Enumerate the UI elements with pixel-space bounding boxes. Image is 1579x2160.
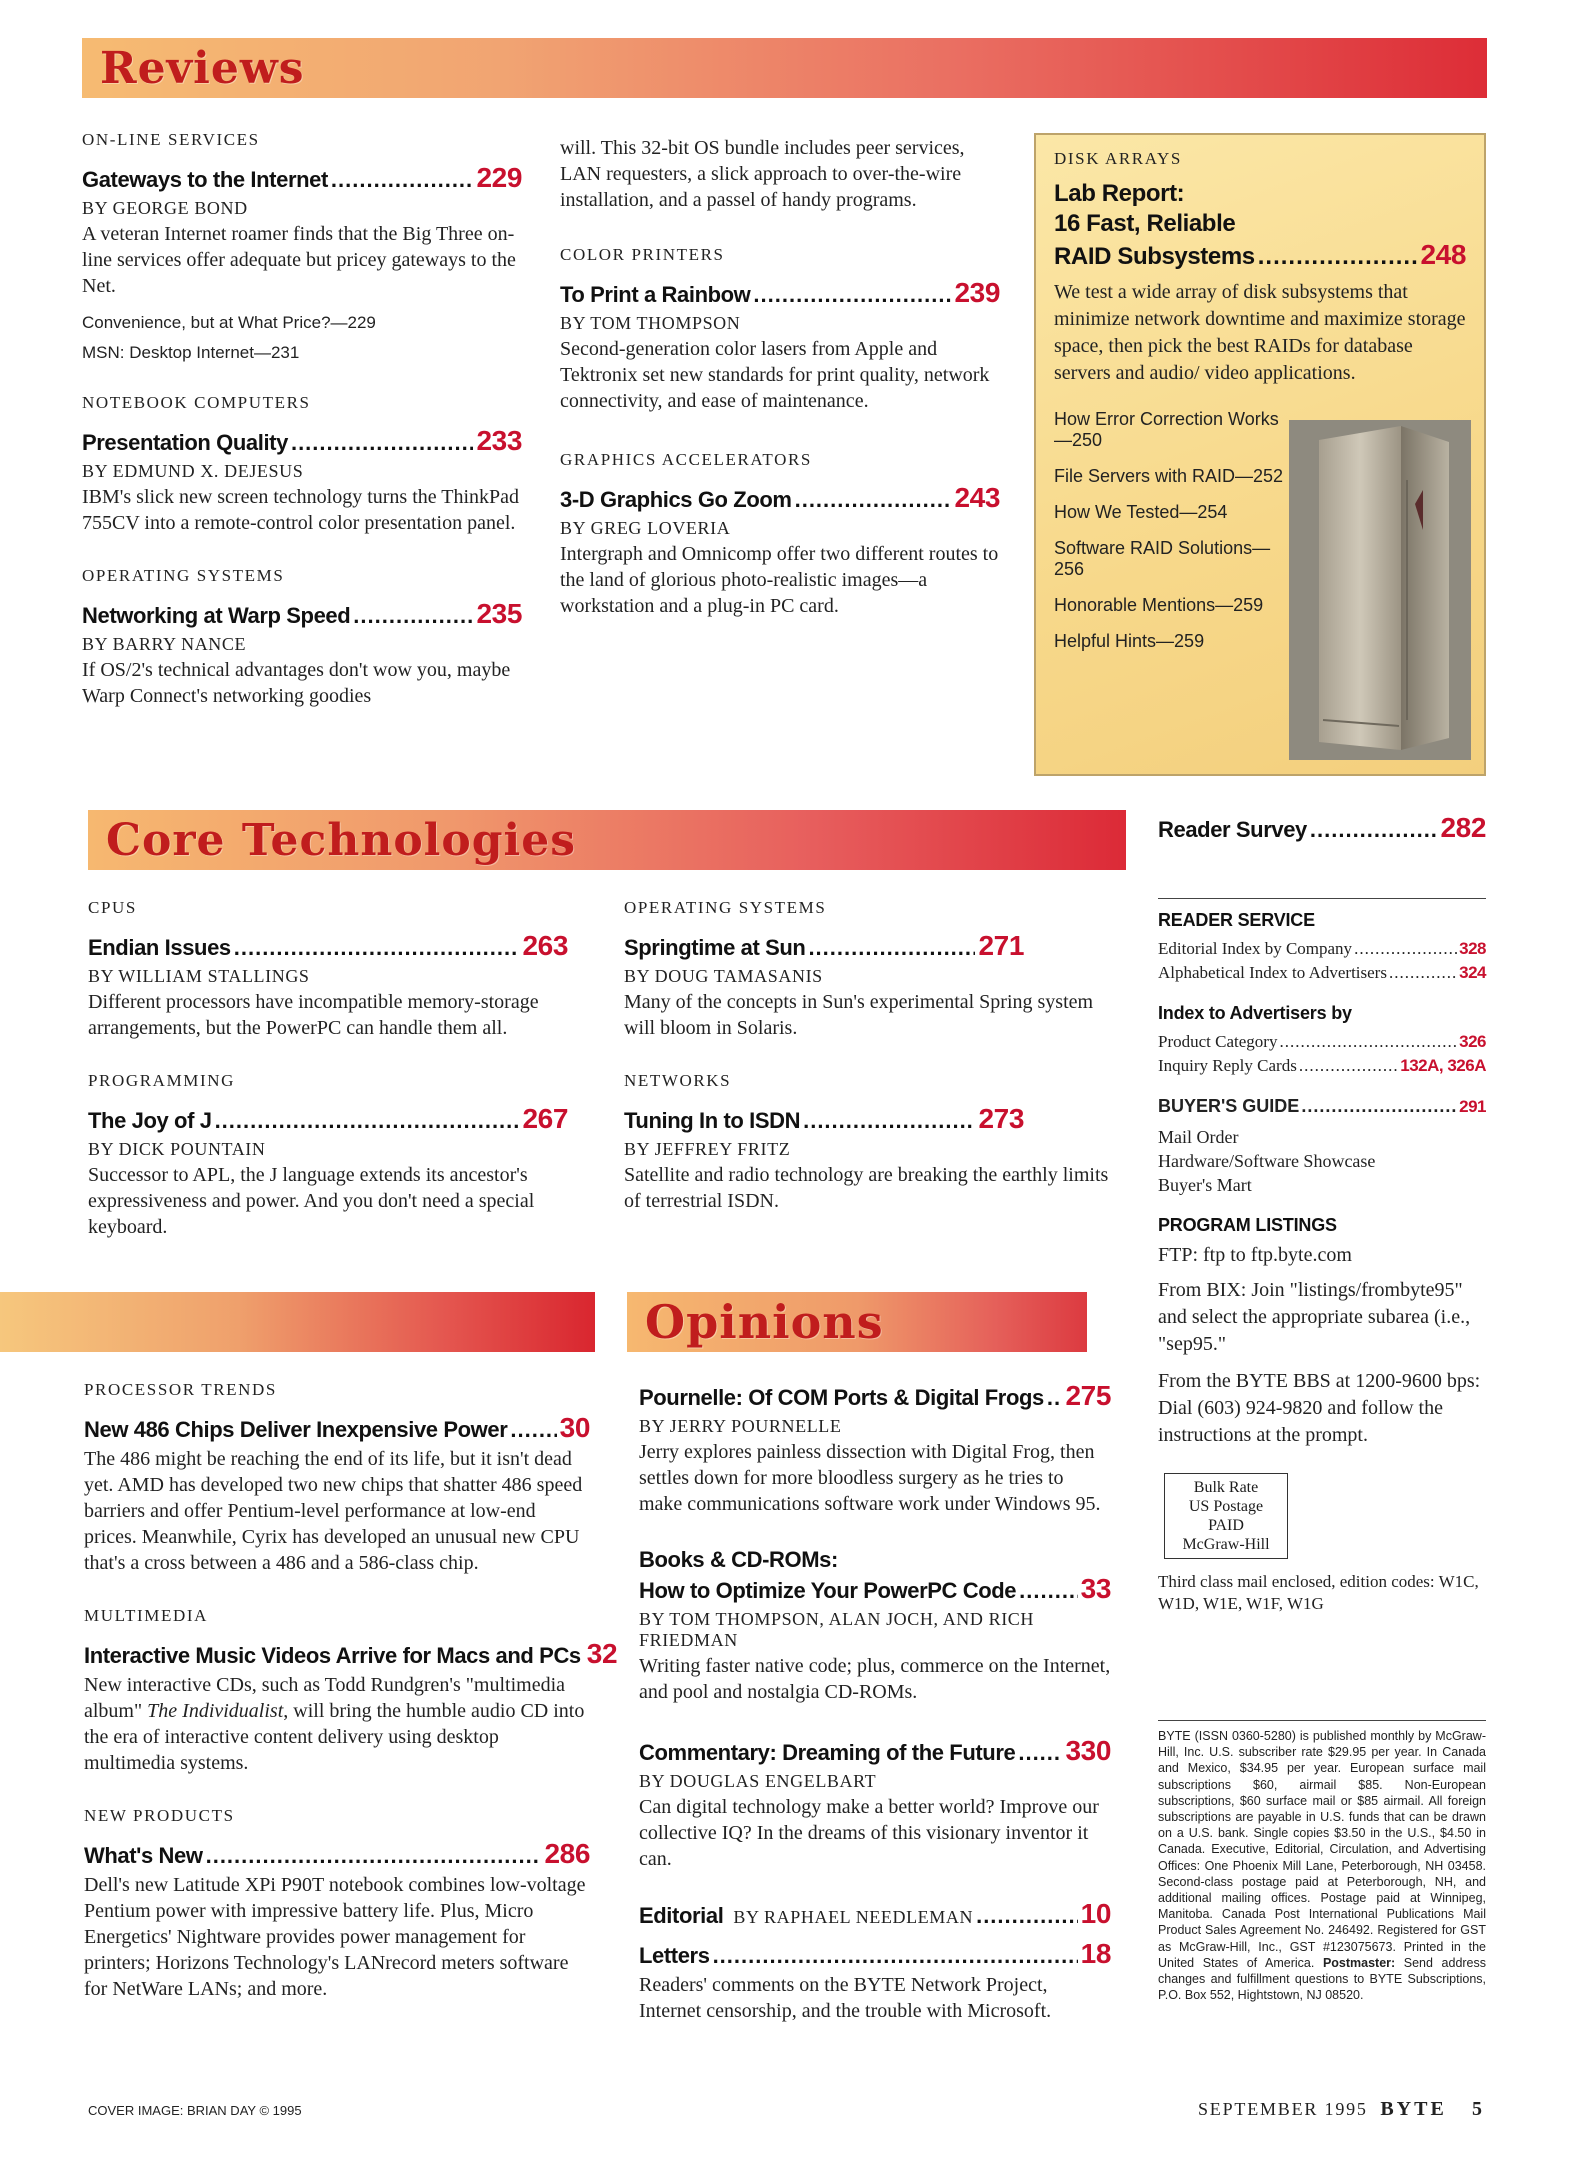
feature-title-line: Lab Report:	[1054, 180, 1185, 207]
sidebar-link[interactable]: Helpful Hints—259	[1054, 631, 1205, 651]
article-pournelle	[639, 1380, 1111, 1517]
byline: BY DOUG TAMASANIS	[624, 966, 823, 986]
article-description: If OS/2's technical advantages don't wow you, maybe Warp Connect's networking goodies	[82, 659, 511, 707]
article-title-link[interactable]: Interactive Music Videos Arrive for Macs and PCs 32	[84, 1638, 618, 1669]
article-graphics-zoom	[560, 450, 1000, 619]
index-link[interactable]: Editorial Index by Company ..... 328	[1158, 937, 1486, 961]
buyers-guide-item: Hardware/Software Showcase	[1158, 1151, 1376, 1171]
letters-link[interactable]: Letters ..... 18	[639, 1938, 1111, 1970]
page-number: 18	[1080, 1938, 1111, 1969]
article-title-link[interactable]: The Joy of J ..... 267	[88, 1103, 568, 1135]
article-warp-speed	[82, 566, 522, 709]
article-description: Can digital technology make a better world? Improve our collective IQ? In the dreams of this visionary inventor it can.	[639, 1796, 1099, 1870]
page-number: 282	[1440, 812, 1486, 843]
index-link[interactable]: Alphabetical Index to Advertisers ..... 324	[1158, 961, 1486, 985]
reader-service-section	[1158, 910, 1486, 1615]
article-description: Readers' comments on the BYTE Network Project, Internet censorship, and the trouble with Microsoft.	[639, 1974, 1052, 2022]
page-number: 243	[954, 482, 1000, 513]
article-description: IBM's slick new screen technology turns the ThinkPad 755CV into a remote-control color presentation panel.	[82, 486, 520, 534]
album-title: The Individualist	[147, 1700, 284, 1722]
page-number: 239	[954, 277, 1000, 308]
section-heading: Index to Advertisers by	[1158, 1003, 1352, 1023]
reviews-heading: Reviews	[100, 42, 305, 94]
category-label: ON-LINE SERVICES	[82, 130, 260, 149]
reviews-column-2	[560, 133, 1000, 649]
page-number: 330	[1065, 1735, 1111, 1766]
ftp-instructions: FTP: ftp to ftp.byte.com	[1158, 1244, 1352, 1266]
article-books-cdroms	[639, 1547, 1111, 1705]
page-number: 5	[1472, 2098, 1485, 2120]
publication-notice: BYTE (ISSN 0360-5280) is published monthly by McGraw-Hill, Inc. U.S. subscriber rate $29.95 per year. In Canada and Mexico, $34.95 per year. European surface mail subscriptions $60, airmail $85. Non-European subscriptions, $60 surface mail or $85 airmail. All foreign subscriptions are payable in U.S. funds that can be drawn on a U.S. bank. Single copies $3.50 in the U.S., $4.50 in Canada. Executive, Editorial, Circulation, and Advertising Offices: One Phoenix Mill Lane, Peterborough, NH 03458. Second-class postage paid at Peterborough, NH, and additional mailing offices. Postage paid at Winnipeg, Manitoba. Canada Post International Publications Mail Product Sales Agreement No. 246492. Registered for GST as McGraw-Hill, Inc., GST #123075673. Printed in the United States of America. Postmaster: Send address changes and fulfillment questions to BYTE Subscriptions, P.O. Box 552, Hightstown, NJ 08520.	[1158, 1729, 1487, 2003]
page-number: 33	[1080, 1573, 1111, 1604]
article-title-link[interactable]: Commentary: Dreaming of the Future ..... 330	[639, 1735, 1111, 1767]
article-springtime-sun	[624, 898, 1124, 1041]
sidebar-link[interactable]: How Error Correction Works—250	[1054, 409, 1279, 450]
article-joy-of-j	[88, 1071, 568, 1240]
sidebar-link[interactable]: File Servers with RAID—252	[1054, 466, 1284, 486]
byline: BY BARRY NANCE	[82, 634, 247, 654]
sidebar-link[interactable]: MSN: Desktop Internet—231	[82, 343, 300, 362]
byline: BY WILLIAM STALLINGS	[88, 966, 310, 986]
article-description-continued: will. This 32-bit OS bundle includes peer services, LAN requesters, a slick approach to over-the-wire installation, and a passel of handy programs.	[560, 137, 965, 211]
bix-instructions: From BIX: Join "listings/frombyte95" and select the appropriate subarea (i.e., "sep95."	[1158, 1279, 1471, 1355]
byline: BY GREG LOVERIA	[560, 518, 731, 538]
brand-name: BYTE	[1380, 2098, 1447, 2120]
article-description: Different processors have incompatible memory-storage arrangements, but the PowerPC can handle them all.	[88, 991, 539, 1039]
category-label: NOTEBOOK COMPUTERS	[82, 393, 311, 412]
article-description: Successor to APL, the J language extends its ancestor's expressiveness and power. And you don't need a special keyboard.	[88, 1164, 535, 1238]
category-label: OPERATING SYSTEMS	[82, 566, 285, 585]
opinions-banner	[627, 1292, 1087, 1352]
page-number: 271	[978, 930, 1024, 961]
article-description: A veteran Internet roamer finds that the Big Three on-line services offer adequate but pricey gateways to the Net.	[82, 223, 516, 297]
category-label: MULTIMEDIA	[84, 1606, 208, 1625]
article-title-link[interactable]: Endian Issues ..... 263	[88, 930, 568, 962]
reviews-banner	[82, 38, 1487, 98]
section-heading: READER SERVICE	[1158, 910, 1315, 930]
core-column-1	[88, 898, 568, 1270]
article-commentary	[639, 1735, 1111, 1872]
section-heading: PROGRAM LISTINGS	[1158, 1215, 1337, 1235]
byline: BY EDMUND X. DEJESUS	[82, 461, 304, 481]
publication-fine-print	[1158, 1728, 1486, 2003]
article-description: Jerry explores painless dissection with Digital Frog, then settles down for more bloodless surgery as he tries to make communications software work under Windows 95.	[639, 1441, 1101, 1515]
buyers-guide-item: Mail Order	[1158, 1127, 1239, 1147]
article-description: The 486 might be reaching the end of its life, but it isn't dead yet. AMD has developed two new chips that shatter 486 speed barriers and offer Pentium-level performance at low-end prices. Meanwhile, Cyrix has developed an unusual new CPU that's a cross between a 486 and a 586-class chip.	[84, 1448, 583, 1574]
core-column-2	[624, 898, 1124, 1244]
article-description: Satellite and radio technology are breaking the earthly limits of terrestrial ISDN.	[624, 1164, 1109, 1212]
article-title-link[interactable]: Springtime at Sun ..... 271	[624, 930, 1024, 962]
page-number: 10	[1080, 1898, 1111, 1929]
article-music-videos	[84, 1606, 618, 1776]
page-footer	[1198, 2098, 1485, 2121]
index-link[interactable]: Product Category ..... 326	[1158, 1030, 1486, 1054]
page-number: 328	[1459, 939, 1486, 958]
sidebar-list	[1054, 409, 1284, 652]
opinions-column	[639, 1380, 1111, 2024]
article-title-link[interactable]: New 486 Chips Deliver Inexpensive Power ..... 30	[84, 1412, 590, 1444]
article-title-link[interactable]: How to Optimize Your PowerPC Code ..... 33	[639, 1573, 1111, 1605]
page-number: 326	[1459, 1032, 1486, 1051]
page-number: 286	[544, 1838, 590, 1869]
article-title-link[interactable]: 3-D Graphics Go Zoom ..... 243	[560, 482, 1000, 514]
sidebar-link[interactable]: Honorable Mentions—259	[1054, 595, 1264, 615]
article-title-link[interactable]: Gateways to the Internet ..... 229	[82, 162, 522, 194]
article-gateways	[82, 130, 522, 363]
page-number: 30	[559, 1412, 590, 1443]
article-description: New interactive CDs, such as Todd Rundgren's "multimedia album" The Individualist, will bring the humble audio CD into the era of interactive content delivery using desktop multimedia systems.	[84, 1674, 585, 1774]
article-presentation-quality	[82, 393, 522, 536]
raid-cabinet-image	[1289, 420, 1471, 760]
article-description: Intergraph and Omnicomp offer two different routes to the land of glorious photo-realistic images—a workstation and a plug-in PC card.	[560, 543, 999, 617]
category-label: GRAPHICS ACCELERATORS	[560, 450, 812, 469]
byline: BY JERRY POURNELLE	[639, 1416, 842, 1436]
news-banner	[0, 1292, 595, 1352]
page-number: 273	[978, 1103, 1024, 1134]
buyers-guide-link[interactable]: BUYER'S GUIDE ..... 291	[1158, 1094, 1486, 1119]
category-label: CPUS	[88, 898, 137, 917]
news-column	[84, 1380, 618, 2032]
category-label: PROCESSOR TRENDS	[84, 1380, 277, 1399]
page-number: 263	[522, 930, 568, 961]
article-description: Many of the concepts in Sun's experimental Spring system will bloom in Solaris.	[624, 991, 1094, 1039]
article-title-link[interactable]: RAID Subsystems ..... 248	[1054, 239, 1466, 271]
byline: BY DOUGLAS ENGELBART	[639, 1771, 877, 1791]
article-whats-new	[84, 1806, 590, 2002]
sidebar-link[interactable]: How We Tested—254	[1054, 502, 1228, 522]
sidebar-link[interactable]: Convenience, but at What Price?—229	[82, 313, 376, 332]
article-description: Dell's new Latitude XPi P90T notebook combines low-voltage Pentium power with impressive battery life. Plus, Micro Energetics' Nightware provides power management for printers; Horizons Technology's LANrecord meters software for NetWare LANs; and more.	[84, 1874, 586, 2000]
opinions-heading: Opinions	[645, 1295, 884, 1349]
byline: BY TOM THOMPSON, ALAN JOCH, AND RICH FRIEDMAN	[639, 1609, 1034, 1650]
divider	[1158, 898, 1486, 899]
article-description: We test a wide array of disk subsystems that minimize network downtime and maximize storage space, then pick the best RAIDs for database servers and audio/ video applications.	[1054, 281, 1466, 384]
article-title-link[interactable]: What's New ..... 286	[84, 1838, 590, 1870]
bbs-instructions: From the BYTE BBS at 1200-9600 bps: Dial (603) 924-9820 and follow the instructions at the prompt.	[1158, 1370, 1481, 1446]
article-endian-issues	[88, 898, 568, 1041]
feature-title-line: 16 Fast, Reliable	[1054, 210, 1236, 237]
reviews-column-1	[82, 130, 522, 739]
page-number: 275	[1065, 1380, 1111, 1411]
category-label: NEW PRODUCTS	[84, 1806, 235, 1825]
byline: BY RAPHAEL NEEDLEMAN	[733, 1907, 974, 1927]
postage-stamp: Bulk Rate US Postage PAID McGraw-Hill	[1164, 1473, 1288, 1559]
category-label: OPERATING SYSTEMS	[624, 898, 827, 917]
page-number: 233	[476, 425, 522, 456]
category-label: COLOR PRINTERS	[560, 245, 725, 264]
byline: BY GEORGE BOND	[82, 198, 248, 218]
page-number: 132A, 326A	[1400, 1056, 1486, 1075]
cover-credit: COVER IMAGE: BRIAN DAY © 1995	[88, 2103, 302, 2118]
page-number: 267	[522, 1103, 568, 1134]
byline: BY JEFFREY FRITZ	[624, 1139, 791, 1159]
category-label: PROGRAMMING	[88, 1071, 236, 1090]
disk-arrays-feature-box	[1034, 133, 1486, 776]
page-number: 229	[476, 162, 522, 193]
editorial-link[interactable]: Editorial BY RAPHAEL NEEDLEMAN ..... 10	[639, 1898, 1111, 1930]
article-title-link[interactable]: Networking at Warp Speed ..... 235	[82, 598, 522, 630]
core-technologies-banner	[88, 810, 1126, 870]
article-title-link[interactable]: Reader Survey ..... 282	[1158, 812, 1486, 844]
article-title-line: Books & CD-ROMs:	[639, 1547, 838, 1572]
category-label: NETWORKS	[624, 1071, 732, 1090]
article-description: Second-generation color lasers from Apple and Tektronix set new standards for print quality, network connectivity, and ease of maintenance.	[560, 338, 990, 412]
issue-date: SEPTEMBER 1995	[1198, 2099, 1368, 2119]
article-title-link[interactable]: To Print a Rainbow ..... 239	[560, 277, 1000, 309]
article-title-link[interactable]: Tuning In to ISDN ..... 273	[624, 1103, 1024, 1135]
page-number: 291	[1459, 1097, 1486, 1116]
article-title-link[interactable]: Presentation Quality ..... 233	[82, 425, 522, 457]
byline: BY DICK POUNTAIN	[88, 1139, 266, 1159]
reader-survey	[1158, 812, 1486, 844]
core-technologies-heading: Core Technologies	[106, 814, 576, 866]
buyers-guide-item: Buyer's Mart	[1158, 1175, 1252, 1195]
page-number: 32	[586, 1638, 618, 1669]
byline: BY TOM THOMPSON	[560, 313, 741, 333]
sidebar-link[interactable]: Software RAID Solutions—256	[1054, 538, 1271, 579]
page-number: 324	[1459, 963, 1486, 982]
page-number: 235	[476, 598, 522, 629]
article-description: Writing faster native code; plus, commerce on the Internet, and pool and nostalgia CD-ROMs.	[639, 1655, 1111, 1703]
page-number: 248	[1420, 239, 1466, 270]
index-link[interactable]: Inquiry Reply Cards ..... 132A, 326A	[1158, 1054, 1486, 1078]
article-print-rainbow	[560, 245, 1000, 414]
category-label: DISK ARRAYS	[1054, 149, 1182, 168]
divider	[1158, 1720, 1486, 1721]
edition-codes: Third class mail enclosed, edition codes: W1C, W1D, W1E, W1F, W1G	[1158, 1572, 1479, 1613]
article-486-chips	[84, 1380, 590, 1576]
article-title-link[interactable]: Pournelle: Of COM Ports & Digital Frogs ..... 275	[639, 1380, 1111, 1412]
article-tuning-isdn	[624, 1071, 1124, 1214]
